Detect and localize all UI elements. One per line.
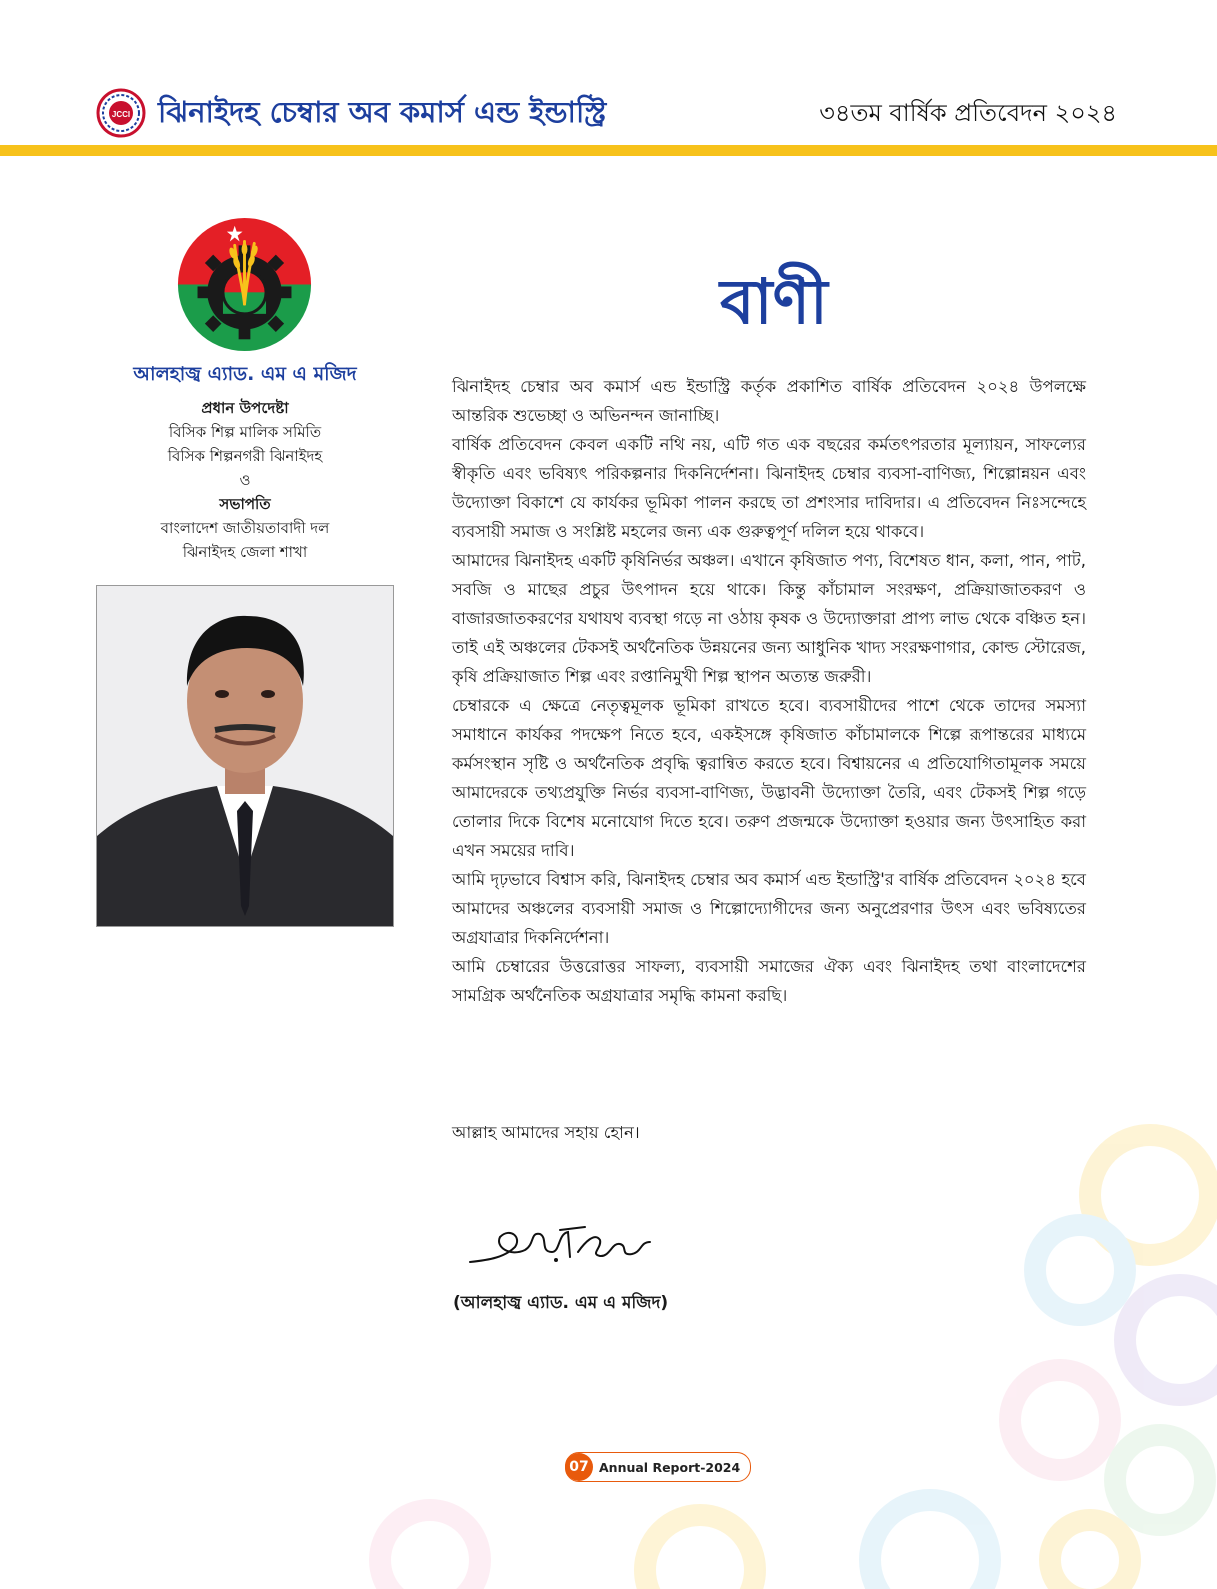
message-body <box>452 372 1086 1010</box>
page-header <box>0 0 1217 150</box>
chamber-logo-icon <box>96 88 146 138</box>
message-paragraph-3: আমাদের ঝিনাইদহ একটি কৃষিনির্ভর অঞ্চল। এখানে কৃষিজাত পণ্য, বিশেষত ধান, কলা, পান, পাট, সবজি ও মাছের প্রচুর উৎপাদন হয়ে থাকে। কিন্তু কাঁচামাল সংরক্ষণ, প্রক্রিয়াজাতকরণ ও বাজারজাতকরণের যথাযথ ব্যবস্থা গড়ে না ওঠায় কৃষক ও উদ্যোক্তারা প্রাপ্য লাভ থেকে বঞ্চিত হন। তাই এই অঞ্চলের টেকসই অর্থনৈতিক উন্নয়নের জন্য আধুনিক খাদ্য সংরক্ষণাগার, কোল্ড স্টোরেজ, কৃষি প্রক্রিয়াজাত শিল্প এবং রপ্তানিমুখী শিল্প স্থাপন অত্যন্ত জরুরী। <box>452 551 1086 686</box>
profile-role-1: প্রধান উপদেষ্টা <box>201 399 289 417</box>
page-number: 07 <box>565 1453 593 1481</box>
message-paragraph-6: আমি চেম্বারের উত্তরোত্তর সাফল্য, ব্যবসায়ী সমাজের ঐক্য এবং ঝিনাইদহ তথা বাংলাদেশের সামগ্রিক অর্থনৈতিক অগ্রযাত্রার সমৃদ্ধি কামনা করছি। <box>452 957 1086 1005</box>
svg-text:JCCI: JCCI <box>111 110 131 119</box>
profile-org-1-line-1: বিসিক শিল্প মালিক সমিতি <box>168 423 322 441</box>
party-emblem-icon <box>176 216 313 353</box>
header-accent-bar <box>0 145 1217 156</box>
message-paragraph-1: ঝিনাইদহ চেম্বার অব কমার্স এন্ড ইন্ডাস্ট্রি কর্তৃক প্রকাশিত বার্ষিক প্রতিবেদন ২০২৪ উপলক্ষে আন্তরিক শুভেচ্ছা ও অভিনন্দন জানাচ্ছি। <box>452 377 1086 425</box>
profile-org-2-line-2: ঝিনাইদহ জেলা শাখা <box>182 543 308 561</box>
signatory-name: (আলহাজ্ব এ্যাড. এম এ মজিদ) <box>453 1293 669 1313</box>
closing-line: আল্লাহ আমাদের সহায় হোন। <box>452 1123 640 1142</box>
organization-name: ঝিনাইদহ চেম্বার অব কমার্স এন্ড ইন্ডাস্ট্রি <box>158 95 607 129</box>
profile-org-1-line-2: বিসিক শিল্পনগরী ঝিনাইদহ <box>167 447 323 465</box>
profile-org-2-line-1: বাংলাদেশ জাতীয়তাবাদী দল <box>160 519 330 537</box>
message-paragraph-4: চেম্বারকে এ ক্ষেত্রে নেতৃত্বমূলক ভূমিকা রাখতে হবে। ব্যবসায়ীদের পাশে থেকে তাদের সমস্যা সমাধানে কার্যকর পদক্ষেপ নিতে হবে, একইসঙ্গে কৃষিজাত কাঁচামালকে শিল্পে রূপান্তরের মাধ্যমে কর্মসংস্থান সৃষ্টি ও অর্থনৈতিক প্রবৃদ্ধি ত্বরান্বিত করতে হবে। বিশ্বায়নের এ প্রতিযোগিতামূলক সময়ে আমাদেরকে তথ্যপ্রযুক্তি নির্ভর ব্যবসা-বাণিজ্য, উদ্ভাবনী উদ্যোক্তা তৈরি, এবং টেকসই শিল্প গড়ে তোলার দিকে বিশেষ মনোযোগ দিতে হবে। তরুণ প্রজন্মকে উদ্যোক্তা হওয়ার জন্য উৎসাহিত করা এখন সময়ের দাবি। <box>452 696 1086 860</box>
signature-image <box>460 1212 670 1274</box>
portrait-illustration <box>97 586 393 926</box>
profile-photo <box>96 585 394 927</box>
profile-block <box>95 360 395 564</box>
page-footer <box>565 1452 751 1482</box>
message-paragraph-2: বার্ষিক প্রতিবেদন কেবল একটি নথি নয়, এটি গত এক বছরের কর্মতৎপরতার মূল্যায়ন, সাফল্যের স্বীকৃতি এবং ভবিষ্যৎ পরিকল্পনার দিকনির্দেশনা। ঝিনাইদহ চেম্বার ব্যবসা-বাণিজ্য, শিল্পোন্নয়ন এবং উদ্যোক্তা বিকাশে যে কার্যকর ভূমিকা পালন করছে তা প্রশংসার দাবিদার। এ প্রতিবেদন নিঃসন্দেহে ব্যবসায়ী সমাজ ও সংশ্লিষ্ট মহলের জন্য এক গুরুত্বপূর্ণ দলিল হয়ে থাকবে। <box>452 435 1086 541</box>
profile-conjunction: ও <box>239 471 251 489</box>
profile-role-2: সভাপতি <box>219 495 271 513</box>
report-title: ৩৪তম বার্ষিক প্রতিবেদন ২০২৪ <box>819 99 1117 127</box>
footer-label: Annual Report-2024 <box>599 1459 741 1475</box>
message-paragraph-5: আমি দৃঢ়ভাবে বিশ্বাস করি, ঝিনাইদহ চেম্বার অব কমার্স এন্ড ইন্ডাস্ট্রি'র বার্ষিক প্রতিবেদন ২০২৪ হবে আমাদের অঞ্চলের ব্যবসায়ী সমাজ ও শিল্পোদ্যোগীদের জন্য অনুপ্রেরণার উৎস এবং ভবিষ্যতের অগ্রযাত্রার দিকনির্দেশনা। <box>452 870 1086 947</box>
message-title: বাণী <box>720 265 828 338</box>
profile-name: আলহাজ্ব এ্যাড. এম এ মজিদ <box>133 363 357 385</box>
